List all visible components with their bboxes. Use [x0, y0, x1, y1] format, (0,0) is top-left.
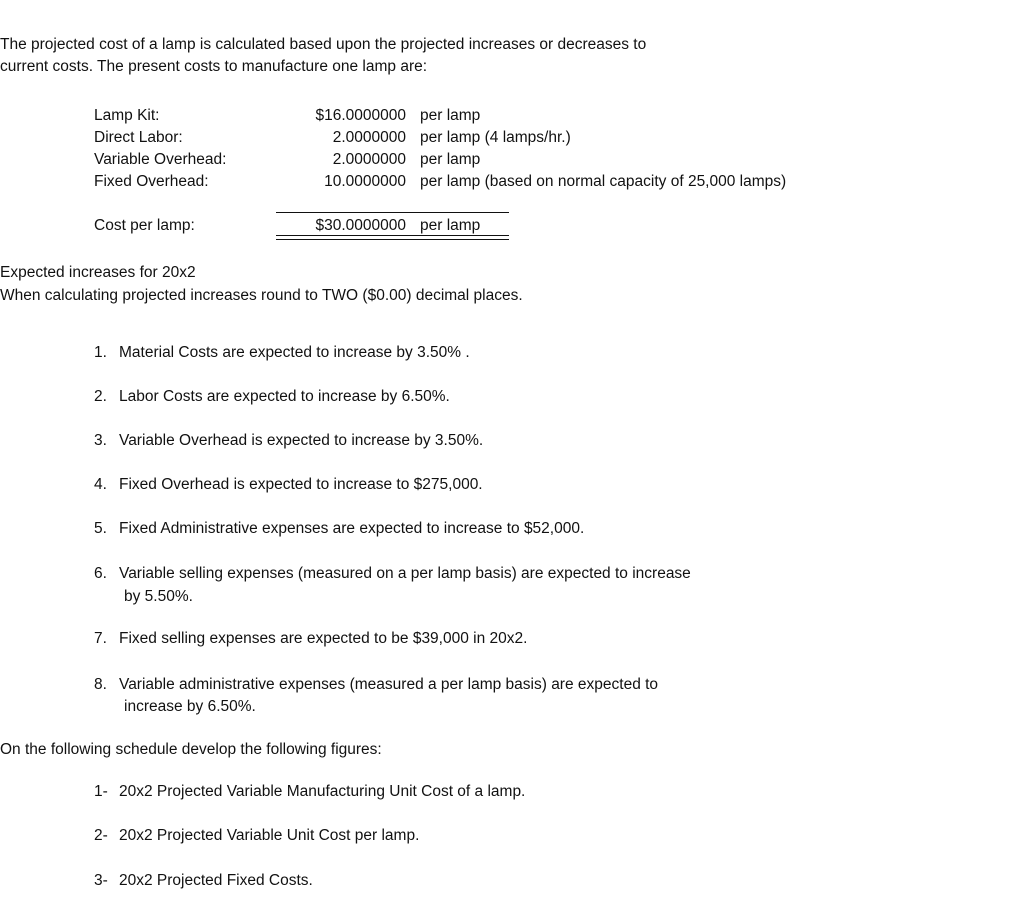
total-top-rule [276, 212, 509, 213]
item-text: Fixed Administrative expenses are expected to increase to $52,000. [119, 520, 585, 537]
cost-label: Variable Overhead: [94, 151, 227, 168]
cost-amount: 2.0000000 [332, 151, 406, 168]
item-number: 6. [94, 565, 107, 582]
item-text-continued: increase by 6.50%. [124, 698, 256, 715]
item-number: 1- [94, 783, 108, 800]
item-text: Material Costs are expected to increase by 3.50% . [119, 344, 470, 361]
item-text: Fixed Overhead is expected to increase to $275,000. [119, 476, 483, 493]
item-number: 3. [94, 432, 107, 449]
item-text: 20x2 Projected Variable Unit Cost per lamp. [119, 827, 420, 844]
item-text: Variable Overhead is expected to increase by 3.50%. [119, 432, 484, 449]
rounding-note: When calculating projected increases round to TWO ($0.00) decimal places. [0, 287, 523, 304]
item-number: 4. [94, 476, 107, 493]
item-number: 1. [94, 344, 107, 361]
total-unit: per lamp [420, 217, 481, 234]
cost-amount: 2.0000000 [332, 129, 406, 146]
schedule-intro: On the following schedule develop the following figures: [0, 741, 382, 758]
item-number: 5. [94, 520, 107, 537]
total-label: Cost per lamp: [94, 217, 195, 234]
item-text-continued: by 5.50%. [124, 588, 193, 605]
cost-label: Fixed Overhead: [94, 173, 209, 190]
intro-line-2: current costs. The present costs to manufacture one lamp are: [0, 58, 428, 75]
cost-unit: per lamp (based on normal capacity of 25,000 lamps) [420, 173, 787, 190]
item-number: 2- [94, 827, 108, 844]
intro-line-1: The projected cost of a lamp is calculated based upon the projected increases or decreases to [0, 36, 647, 53]
cost-unit: per lamp (4 lamps/hr.) [420, 129, 571, 146]
total-amount: $30.0000000 [315, 217, 406, 234]
item-text: Variable administrative expenses (measured a per lamp basis) are expected to [119, 676, 659, 693]
item-number: 3- [94, 872, 108, 889]
item-number: 2. [94, 388, 107, 405]
item-text: 20x2 Projected Fixed Costs. [119, 872, 313, 889]
cost-unit: per lamp [420, 151, 481, 168]
cost-label: Lamp Kit: [94, 107, 160, 124]
cost-amount: 10.0000000 [324, 173, 406, 190]
cost-amount: $16.0000000 [315, 107, 406, 124]
cost-unit: per lamp [420, 107, 481, 124]
item-text: 20x2 Projected Variable Manufacturing Unit Cost of a lamp. [119, 783, 526, 800]
item-number: 8. [94, 676, 107, 693]
cost-label: Direct Labor: [94, 129, 183, 146]
item-text: Fixed selling expenses are expected to be $39,000 in 20x2. [119, 630, 528, 647]
item-number: 7. [94, 630, 107, 647]
item-text: Labor Costs are expected to increase by 6.50%. [119, 388, 450, 405]
item-text: Variable selling expenses (measured on a per lamp basis) are expected to increase [119, 565, 691, 582]
total-double-underline [276, 239, 509, 240]
expected-heading: Expected increases for 20x2 [0, 264, 196, 281]
